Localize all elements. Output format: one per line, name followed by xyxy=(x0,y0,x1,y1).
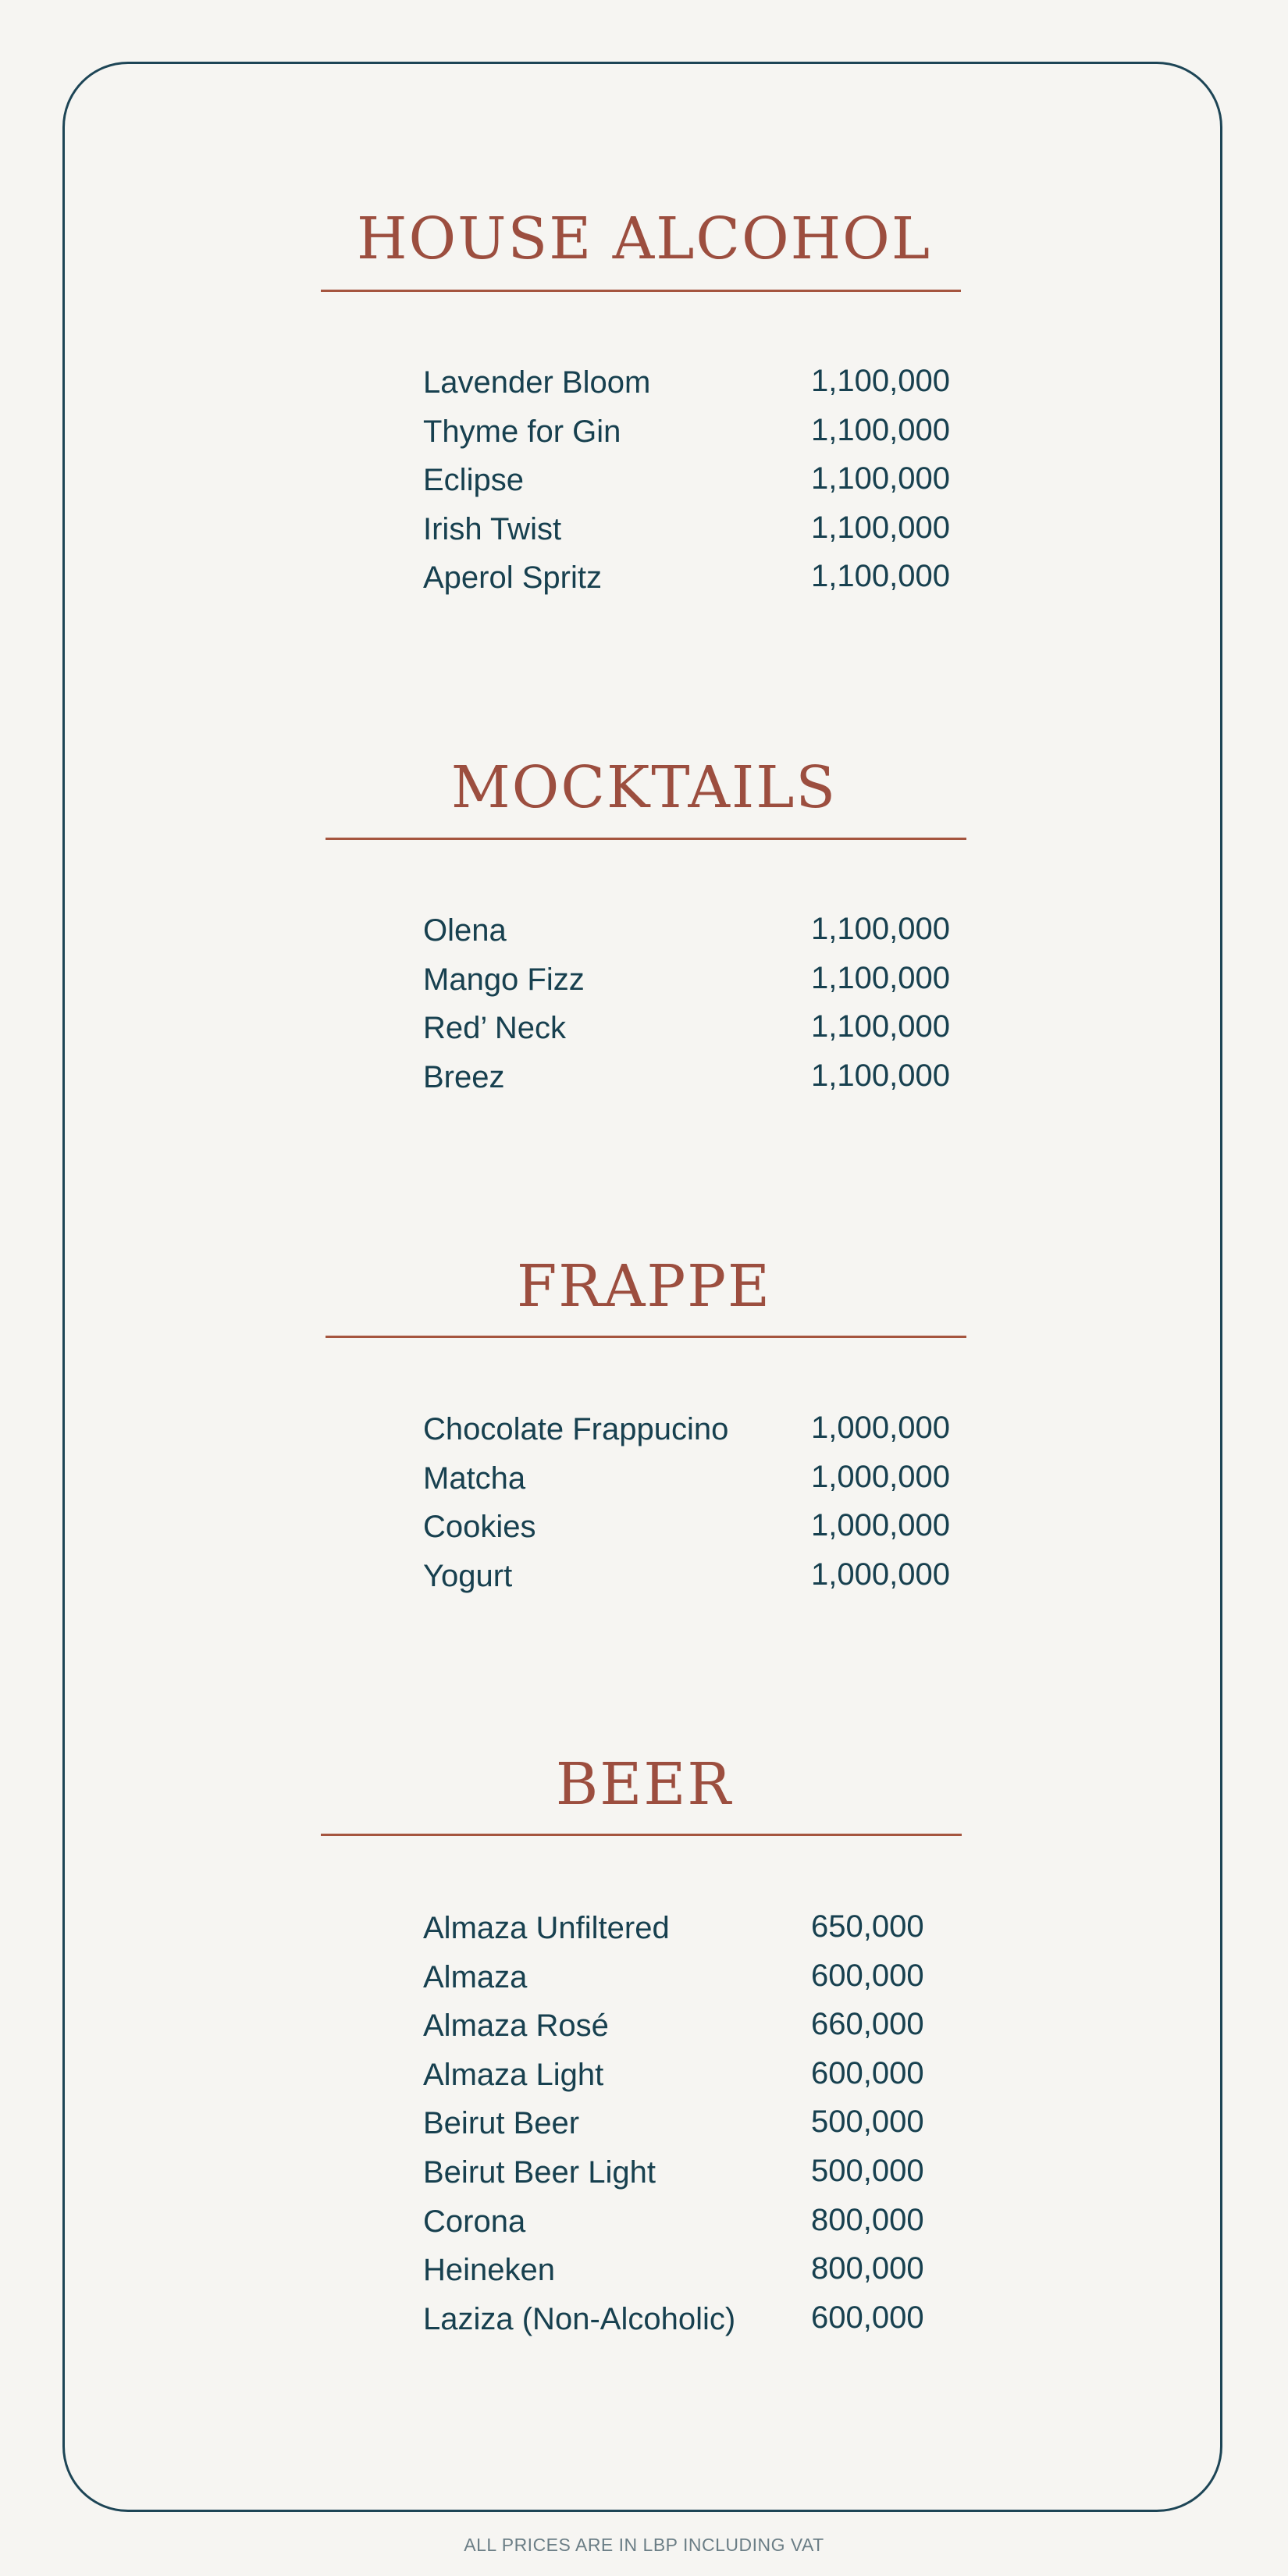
item-list xyxy=(423,1904,970,2343)
item-price: 600,000 xyxy=(811,2055,924,2090)
menu-item xyxy=(423,407,970,457)
item-price: 1,100,000 xyxy=(811,1009,950,1044)
item-name: Heineken xyxy=(423,2253,556,2288)
menu-item xyxy=(423,1405,970,1454)
item-price: 600,000 xyxy=(811,2300,924,2335)
item-name: Mango Fizz xyxy=(423,962,585,997)
item-price: 1,100,000 xyxy=(811,559,950,594)
item-price: 600,000 xyxy=(811,1958,924,1993)
item-price: 1,100,000 xyxy=(811,412,950,447)
section-title: MOCKTAILS xyxy=(450,754,838,821)
menu-item xyxy=(423,1552,970,1601)
section-title: FRAPPE xyxy=(516,1253,772,1320)
item-name: Almaza Light xyxy=(423,2057,604,2092)
menu-item xyxy=(423,1503,970,1552)
item-name: Eclipse xyxy=(423,463,524,498)
section-divider xyxy=(321,290,961,292)
item-name: Olena xyxy=(423,913,507,948)
menu-item xyxy=(423,2295,970,2344)
section-title: BEER xyxy=(555,1751,733,1818)
item-name: Aperol Spritz xyxy=(423,560,602,596)
menu-item xyxy=(423,2197,970,2247)
item-price: 500,000 xyxy=(811,2153,924,2188)
price-disclaimer: ALL PRICES ARE IN LBP INCLUDING VAT xyxy=(464,2535,824,2555)
item-price: 1,100,000 xyxy=(811,1058,950,1093)
item-price: 500,000 xyxy=(811,2105,924,2140)
menu-item xyxy=(423,955,970,1005)
item-name: Matcha xyxy=(423,1461,526,1496)
item-name: Laziza (Non-Alcoholic) xyxy=(423,2301,736,2336)
item-list xyxy=(423,906,970,1101)
item-list xyxy=(423,1405,970,1600)
item-name: Thyme for Gin xyxy=(423,414,621,449)
item-price: 1,100,000 xyxy=(811,510,950,545)
item-price: 800,000 xyxy=(811,2202,924,2237)
section-title: HOUSE ALCOHOL xyxy=(356,205,931,272)
item-name: Beirut Beer Light xyxy=(423,2154,656,2190)
menu-item xyxy=(423,505,970,554)
item-name: Almaza Unfiltered xyxy=(423,1911,670,1945)
item-price: 1,000,000 xyxy=(811,1459,950,1494)
menu-item xyxy=(423,906,970,955)
menu-item xyxy=(423,1454,970,1503)
item-name: Almaza Rosé xyxy=(423,2008,609,2044)
menu-item xyxy=(423,1053,970,1102)
item-price: 1,100,000 xyxy=(811,960,950,995)
item-price: 660,000 xyxy=(811,2007,924,2042)
section-divider xyxy=(321,1834,962,1836)
menu-item xyxy=(423,2001,970,2051)
menu-item xyxy=(423,358,970,407)
item-name: Corona xyxy=(423,2204,526,2239)
item-name: Breez xyxy=(423,1059,505,1094)
item-price: 1,100,000 xyxy=(811,364,950,398)
item-list xyxy=(423,358,970,603)
item-name: Irish Twist xyxy=(423,511,562,546)
item-price: 1,000,000 xyxy=(811,1411,950,1445)
item-price: 1,100,000 xyxy=(811,912,950,946)
item-name: Beirut Beer xyxy=(423,2106,580,2141)
menu-item xyxy=(423,456,970,505)
menu-item xyxy=(423,1904,970,1953)
section-divider xyxy=(326,838,966,840)
menu-item xyxy=(423,2148,970,2197)
menu-item xyxy=(423,2051,970,2100)
item-price: 1,100,000 xyxy=(811,461,950,496)
section-divider xyxy=(326,1336,966,1338)
menu-item xyxy=(423,2099,970,2148)
item-name: Almaza xyxy=(423,1959,528,1994)
item-name: Cookies xyxy=(423,1510,536,1545)
item-name: Chocolate Frappucino xyxy=(423,1412,729,1446)
item-name: Red’ Neck xyxy=(423,1011,567,1046)
item-name: Yogurt xyxy=(423,1558,513,1593)
menu-item xyxy=(423,2246,970,2295)
item-price: 1,000,000 xyxy=(811,1508,950,1543)
item-price: 1,000,000 xyxy=(811,1557,950,1592)
menu-item xyxy=(423,553,970,603)
item-price: 650,000 xyxy=(811,1909,924,1944)
menu-item xyxy=(423,1004,970,1053)
item-name: Lavender Bloom xyxy=(423,365,651,400)
menu-item xyxy=(423,1953,970,2002)
item-price: 800,000 xyxy=(811,2251,924,2286)
